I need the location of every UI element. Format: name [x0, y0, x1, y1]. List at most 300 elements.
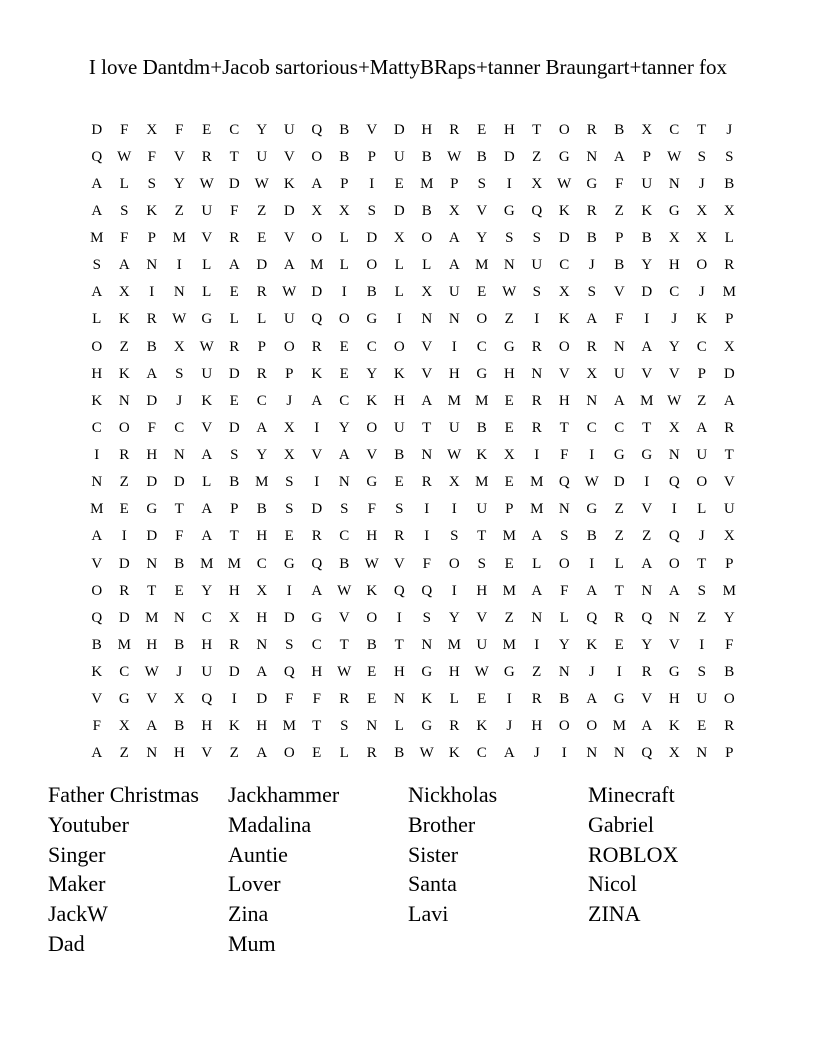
- grid-letter: R: [531, 392, 542, 409]
- grid-row: [83, 116, 743, 143]
- grid-letter: G: [586, 175, 598, 192]
- grid-letter: F: [92, 718, 101, 735]
- grid-letter: C: [201, 609, 212, 626]
- grid-letter: N: [503, 257, 515, 274]
- grid-letter: R: [449, 121, 460, 138]
- grid-letter: I: [506, 175, 512, 192]
- grid-letter: L: [697, 501, 707, 518]
- grid-letter: R: [531, 691, 542, 708]
- grid-letter: X: [586, 365, 598, 382]
- grid-letter: M: [420, 175, 434, 192]
- grid-letter: N: [421, 447, 433, 464]
- grid-letter: M: [447, 636, 461, 653]
- grid-letter: H: [448, 664, 460, 681]
- grid-letter: C: [119, 664, 130, 681]
- grid-letter: B: [586, 528, 597, 545]
- grid-letter: A: [91, 202, 103, 219]
- grid-letter: O: [696, 257, 708, 274]
- grid-letter: P: [725, 311, 734, 328]
- grid-letter: I: [121, 528, 127, 545]
- grid-letter: P: [367, 148, 376, 165]
- grid-letter: B: [91, 636, 102, 653]
- grid-letter: N: [696, 745, 708, 762]
- grid-letter: H: [91, 365, 103, 382]
- grid-letter: E: [339, 365, 349, 382]
- grid-letter: Y: [723, 609, 735, 626]
- grid-letter: O: [338, 311, 350, 328]
- grid-letter: Y: [256, 121, 268, 138]
- grid-row: [83, 740, 743, 767]
- grid-letter: I: [424, 528, 430, 545]
- grid-letter: A: [503, 745, 515, 762]
- grid-letter: E: [477, 284, 487, 301]
- grid-letter: V: [173, 148, 185, 165]
- grid-letter: I: [341, 284, 347, 301]
- grid-letter: K: [641, 202, 653, 219]
- grid-letter: H: [256, 718, 268, 735]
- grid-letter: A: [311, 582, 323, 599]
- grid-letter: N: [558, 664, 570, 681]
- grid-letter: L: [559, 609, 569, 626]
- grid-letter: O: [91, 338, 103, 355]
- grid-letter: I: [534, 447, 540, 464]
- grid-letter: K: [448, 745, 460, 762]
- grid-letter: M: [200, 555, 214, 572]
- grid-letter: E: [367, 664, 377, 681]
- grid-letter: Q: [668, 528, 680, 545]
- grid-letter: Y: [558, 636, 570, 653]
- grid-letter: O: [366, 257, 378, 274]
- grid-row: [83, 414, 743, 441]
- grid-letter: N: [668, 609, 680, 626]
- grid-letter: F: [120, 230, 129, 247]
- grid-letter: W: [364, 555, 379, 572]
- grid-row: [83, 713, 743, 740]
- grid-letter: E: [284, 528, 294, 545]
- grid-letter: V: [201, 745, 213, 762]
- grid-letter: H: [476, 582, 488, 599]
- grid-letter: B: [476, 148, 487, 165]
- grid-letter: S: [505, 230, 514, 247]
- grid-letter: A: [531, 582, 543, 599]
- grid-letter: Q: [531, 202, 543, 219]
- grid-letter: Q: [641, 745, 653, 762]
- grid-letter: V: [91, 555, 103, 572]
- grid-letter: X: [448, 474, 460, 491]
- grid-letter: J: [698, 528, 705, 545]
- grid-letter: N: [256, 636, 268, 653]
- grid-letter: E: [229, 392, 239, 409]
- grid-letter: G: [283, 555, 295, 572]
- grid-letter: I: [424, 501, 430, 518]
- word-list-item: Dad: [48, 930, 85, 956]
- grid-letter: X: [723, 338, 735, 355]
- grid-letter: A: [91, 175, 103, 192]
- grid-letter: A: [338, 447, 350, 464]
- grid-letter: V: [311, 447, 323, 464]
- grid-letter: E: [477, 121, 487, 138]
- grid-letter: D: [393, 202, 405, 219]
- grid-letter: G: [201, 311, 213, 328]
- grid-letter: B: [586, 230, 597, 247]
- grid-letter: M: [530, 474, 544, 491]
- grid-letter: D: [146, 474, 158, 491]
- grid-letter: K: [558, 202, 570, 219]
- grid-letter: K: [118, 311, 130, 328]
- grid-letter: O: [723, 691, 735, 708]
- grid-letter: U: [696, 691, 708, 708]
- grid-letter: A: [531, 528, 543, 545]
- grid-letter: V: [393, 555, 405, 572]
- grid-letter: N: [668, 175, 680, 192]
- grid-letter: Z: [614, 202, 624, 219]
- grid-letter: D: [228, 419, 240, 436]
- grid-letter: H: [668, 257, 680, 274]
- grid-letter: T: [532, 121, 542, 138]
- grid-letter: P: [615, 230, 624, 247]
- grid-letter: U: [476, 501, 488, 518]
- grid-letter: X: [668, 745, 680, 762]
- grid-letter: S: [532, 230, 541, 247]
- grid-letter: D: [503, 148, 515, 165]
- grid-letter: J: [588, 257, 595, 274]
- grid-row: [83, 469, 743, 496]
- grid-letter: F: [615, 175, 624, 192]
- grid-letter: N: [586, 392, 598, 409]
- grid-letter: I: [451, 501, 457, 518]
- grid-letter: M: [255, 474, 269, 491]
- grid-letter: O: [558, 555, 570, 572]
- grid-row: [83, 604, 743, 631]
- grid-letter: V: [668, 365, 680, 382]
- grid-letter: E: [394, 474, 404, 491]
- grid-letter: Z: [119, 745, 129, 762]
- grid-letter: R: [724, 419, 735, 436]
- grid-letter: H: [256, 528, 268, 545]
- grid-letter: E: [504, 419, 514, 436]
- grid-letter: T: [697, 555, 707, 572]
- grid-letter: M: [90, 501, 104, 518]
- grid-letter: H: [366, 528, 378, 545]
- grid-letter: T: [642, 419, 652, 436]
- word-search-grid: [83, 116, 743, 767]
- grid-letter: V: [91, 691, 103, 708]
- grid-letter: S: [477, 555, 486, 572]
- grid-letter: M: [447, 392, 461, 409]
- grid-letter: I: [396, 609, 402, 626]
- grid-letter: A: [421, 392, 433, 409]
- grid-letter: C: [696, 338, 707, 355]
- grid-letter: G: [586, 501, 598, 518]
- grid-letter: C: [256, 555, 267, 572]
- grid-letter: K: [283, 175, 295, 192]
- grid-letter: F: [615, 311, 624, 328]
- grid-letter: B: [174, 555, 185, 572]
- grid-letter: S: [285, 501, 294, 518]
- grid-letter: W: [172, 311, 187, 328]
- grid-letter: R: [724, 718, 735, 735]
- grid-letter: T: [229, 148, 239, 165]
- grid-letter: B: [174, 636, 185, 653]
- grid-letter: H: [173, 745, 185, 762]
- grid-letter: Z: [614, 501, 624, 518]
- grid-letter: N: [146, 257, 158, 274]
- grid-letter: O: [393, 338, 405, 355]
- grid-letter: C: [339, 392, 350, 409]
- grid-letter: Q: [558, 474, 570, 491]
- grid-letter: R: [339, 691, 350, 708]
- grid-letter: G: [366, 474, 378, 491]
- grid-letter: N: [531, 609, 543, 626]
- grid-letter: A: [613, 392, 625, 409]
- grid-letter: B: [174, 718, 185, 735]
- grid-letter: K: [118, 365, 130, 382]
- grid-letter: H: [201, 636, 213, 653]
- grid-letter: X: [696, 202, 708, 219]
- grid-letter: R: [146, 311, 157, 328]
- grid-letter: Q: [668, 474, 680, 491]
- grid-letter: E: [312, 745, 322, 762]
- grid-letter: X: [256, 582, 268, 599]
- grid-row: [83, 170, 743, 197]
- grid-letter: V: [641, 501, 653, 518]
- grid-letter: E: [339, 338, 349, 355]
- grid-letter: Y: [366, 365, 378, 382]
- grid-letter: S: [725, 148, 734, 165]
- grid-letter: S: [450, 528, 459, 545]
- grid-row: [83, 306, 743, 333]
- grid-letter: D: [641, 284, 653, 301]
- grid-letter: K: [393, 365, 405, 382]
- grid-letter: S: [175, 365, 184, 382]
- grid-letter: M: [475, 474, 489, 491]
- grid-letter: F: [367, 501, 376, 518]
- grid-letter: S: [230, 447, 239, 464]
- grid-letter: K: [228, 718, 240, 735]
- grid-letter: V: [668, 636, 680, 653]
- grid-letter: Z: [697, 392, 707, 409]
- grid-letter: M: [722, 582, 736, 599]
- grid-letter: R: [119, 447, 130, 464]
- grid-letter: M: [502, 636, 516, 653]
- grid-letter: U: [531, 257, 543, 274]
- grid-letter: X: [448, 202, 460, 219]
- grid-letter: T: [147, 582, 157, 599]
- grid-letter: K: [311, 365, 323, 382]
- grid-letter: X: [283, 447, 295, 464]
- grid-letter: M: [282, 718, 296, 735]
- word-list-item: Nickholas: [408, 782, 498, 807]
- grid-letter: S: [697, 582, 706, 599]
- grid-letter: I: [94, 447, 100, 464]
- grid-letter: H: [448, 365, 460, 382]
- grid-letter: C: [339, 528, 350, 545]
- grid-letter: Z: [614, 528, 624, 545]
- grid-letter: M: [502, 528, 516, 545]
- grid-letter: Y: [641, 636, 653, 653]
- grid-letter: Q: [311, 555, 323, 572]
- word-list-item: Mum: [228, 930, 276, 956]
- grid-letter: Q: [393, 582, 405, 599]
- grid-letter: O: [668, 555, 680, 572]
- grid-letter: U: [201, 365, 213, 382]
- grid-letter: Q: [421, 582, 433, 599]
- grid-letter: A: [311, 175, 323, 192]
- grid-letter: U: [201, 664, 213, 681]
- grid-letter: Y: [641, 257, 653, 274]
- grid-letter: O: [366, 419, 378, 436]
- grid-letter: Q: [91, 148, 103, 165]
- grid-letter: X: [311, 202, 323, 219]
- grid-letter: G: [641, 447, 653, 464]
- grid-letter: F: [560, 447, 569, 464]
- grid-letter: A: [641, 338, 653, 355]
- grid-letter: D: [118, 609, 130, 626]
- grid-letter: K: [668, 718, 680, 735]
- grid-letter: A: [586, 582, 598, 599]
- grid-letter: G: [146, 501, 158, 518]
- grid-letter: J: [506, 718, 513, 735]
- grid-letter: S: [532, 284, 541, 301]
- word-list: [48, 781, 768, 960]
- grid-letter: W: [144, 664, 159, 681]
- grid-letter: P: [340, 175, 349, 192]
- grid-letter: D: [393, 121, 405, 138]
- grid-letter: O: [91, 582, 103, 599]
- grid-letter: W: [254, 175, 269, 192]
- grid-letter: X: [723, 528, 735, 545]
- grid-letter: K: [146, 202, 158, 219]
- grid-letter: R: [586, 338, 597, 355]
- grid-letter: N: [338, 474, 350, 491]
- grid-letter: C: [174, 419, 185, 436]
- grid-letter: F: [560, 582, 569, 599]
- word-list-item: Santa: [408, 871, 457, 897]
- grid-letter: B: [394, 447, 405, 464]
- grid-letter: F: [175, 121, 184, 138]
- grid-letter: D: [118, 555, 130, 572]
- grid-letter: Z: [532, 664, 542, 681]
- grid-letter: N: [586, 745, 598, 762]
- grid-letter: A: [311, 392, 323, 409]
- page-title: I love Dantdm+Jacob sartorious+MattyBRaps+tanner Braungart+tanner fox: [88, 55, 728, 79]
- grid-letter: I: [616, 664, 622, 681]
- word-list-item: Minecraft: [588, 782, 675, 807]
- grid-letter: B: [559, 691, 570, 708]
- grid-letter: K: [476, 447, 488, 464]
- grid-letter: E: [504, 555, 514, 572]
- grid-letter: Q: [311, 121, 323, 138]
- grid-letter: S: [395, 501, 404, 518]
- grid-letter: N: [668, 447, 680, 464]
- grid-letter: G: [421, 718, 433, 735]
- grid-letter: I: [561, 745, 567, 762]
- grid-letter: P: [642, 148, 651, 165]
- grid-letter: J: [698, 284, 705, 301]
- grid-letter: C: [559, 257, 570, 274]
- grid-letter: U: [723, 501, 735, 518]
- grid-letter: F: [312, 691, 321, 708]
- grid-letter: N: [173, 284, 185, 301]
- grid-letter: Y: [476, 230, 488, 247]
- grid-letter: C: [669, 121, 680, 138]
- grid-letter: Z: [532, 148, 542, 165]
- grid-letter: Q: [586, 609, 598, 626]
- grid-letter: X: [228, 609, 240, 626]
- grid-letter: U: [696, 447, 708, 464]
- grid-letter: V: [476, 609, 488, 626]
- grid-letter: B: [339, 555, 350, 572]
- grid-letter: G: [366, 311, 378, 328]
- grid-letter: S: [422, 609, 431, 626]
- grid-letter: Q: [641, 609, 653, 626]
- grid-letter: V: [476, 202, 488, 219]
- grid-letter: N: [531, 365, 543, 382]
- grid-letter: E: [394, 175, 404, 192]
- grid-letter: I: [314, 419, 320, 436]
- word-list-item: Brother: [408, 811, 476, 837]
- grid-letter: P: [230, 501, 239, 518]
- grid-letter: A: [91, 284, 103, 301]
- grid-letter: U: [283, 121, 295, 138]
- grid-letter: H: [421, 121, 433, 138]
- grid-letter: V: [558, 365, 570, 382]
- grid-letter: S: [120, 202, 129, 219]
- grid-letter: B: [146, 338, 157, 355]
- grid-letter: S: [697, 148, 706, 165]
- grid-letter: K: [696, 311, 708, 328]
- grid-letter: D: [173, 474, 185, 491]
- grid-letter: Z: [257, 202, 267, 219]
- grid-letter: H: [201, 718, 213, 735]
- grid-letter: B: [339, 148, 350, 165]
- grid-letter: A: [91, 528, 103, 545]
- grid-letter: M: [612, 718, 626, 735]
- grid-letter: A: [613, 148, 625, 165]
- grid-letter: D: [613, 474, 625, 491]
- grid-row: [83, 496, 743, 523]
- grid-letter: N: [118, 392, 130, 409]
- grid-letter: Q: [91, 609, 103, 626]
- grid-letter: X: [118, 284, 130, 301]
- grid-letter: T: [477, 528, 487, 545]
- grid-row: [83, 225, 743, 252]
- grid-letter: I: [699, 636, 705, 653]
- grid-letter: R: [394, 528, 405, 545]
- grid-letter: T: [229, 528, 239, 545]
- grid-letter: X: [641, 121, 653, 138]
- grid-letter: G: [118, 691, 130, 708]
- grid-letter: H: [146, 447, 158, 464]
- grid-letter: R: [531, 419, 542, 436]
- grid-letter: T: [724, 447, 734, 464]
- grid-letter: R: [724, 257, 735, 274]
- grid-letter: H: [531, 718, 543, 735]
- grid-letter: R: [449, 718, 460, 735]
- grid-letter: H: [228, 582, 240, 599]
- grid-letter: A: [256, 664, 268, 681]
- grid-letter: O: [118, 419, 130, 436]
- grid-letter: R: [366, 745, 377, 762]
- grid-letter: X: [283, 419, 295, 436]
- grid-letter: U: [641, 175, 653, 192]
- grid-letter: R: [531, 338, 542, 355]
- grid-letter: W: [282, 284, 297, 301]
- grid-letter: K: [558, 311, 570, 328]
- grid-letter: A: [668, 582, 680, 599]
- grid-letter: L: [92, 311, 102, 328]
- grid-letter: H: [503, 121, 515, 138]
